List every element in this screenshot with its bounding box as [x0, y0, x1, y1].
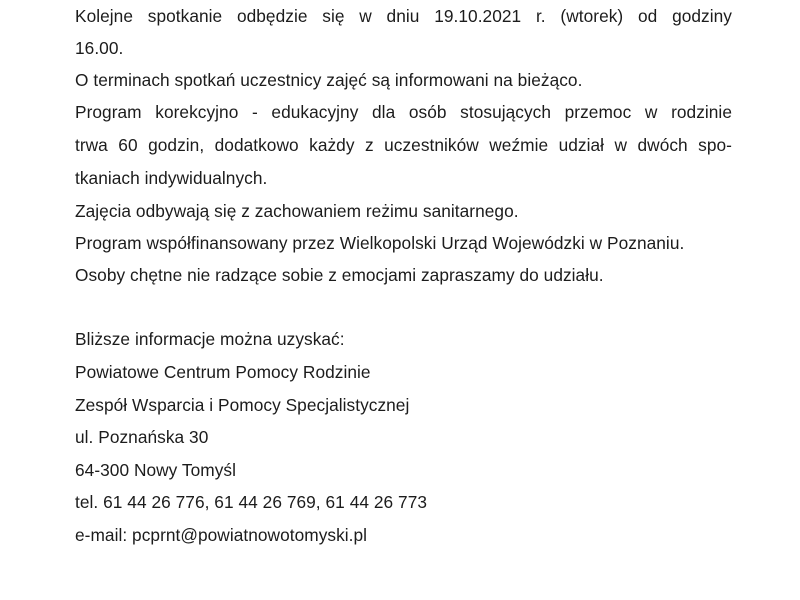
contact-street: ul. Poznańska 30 — [75, 427, 209, 447]
contact-phone: tel. 61 44 26 776, 61 44 26 769, 61 44 26 773 — [75, 492, 428, 512]
contact-organization: Powiatowe Centrum Pomocy Rodzinie — [75, 362, 371, 382]
meeting-date-line-2: 16.00. — [75, 38, 124, 58]
meetings-info-line: O terminach spotkań uczestnicy zajęć są informowani na bieżąco. — [75, 70, 583, 90]
contact-unit: Zespół Wsparcia i Pomocy Specjalistycznej — [75, 395, 410, 415]
program-description-line-3: tkaniach indywidualnych. — [75, 168, 268, 188]
sanitary-regime-line: Zajęcia odbywają się z zachowaniem reżimu sanitarnego. — [75, 201, 519, 221]
meeting-date-line-1: Kolejne spotkanie odbędzie się w dniu 19.10.2021 r. (wtorek) od godziny — [75, 6, 732, 26]
cofinancing-line: Program współfinansowany przez Wielkopolski Urząd Wojewódzki w Poznaniu. — [75, 233, 685, 253]
program-description-line-1: Program korekcyjno - edukacyjny dla osób stosujących przemoc w rodzinie — [75, 102, 732, 122]
contact-city: 64-300 Nowy Tomyśl — [75, 460, 236, 480]
contact-email: e-mail: pcprnt@powiatnowotomyski.pl — [75, 525, 368, 545]
invitation-line: Osoby chętne nie radzące sobie z emocjami zapraszamy do udziału. — [75, 265, 604, 285]
program-description-line-2: trwa 60 godzin, dodatkowo każdy z uczestników weźmie udział w dwóch spo- — [75, 135, 732, 155]
contact-heading: Bliższe informacje można uzyskać: — [75, 329, 345, 349]
